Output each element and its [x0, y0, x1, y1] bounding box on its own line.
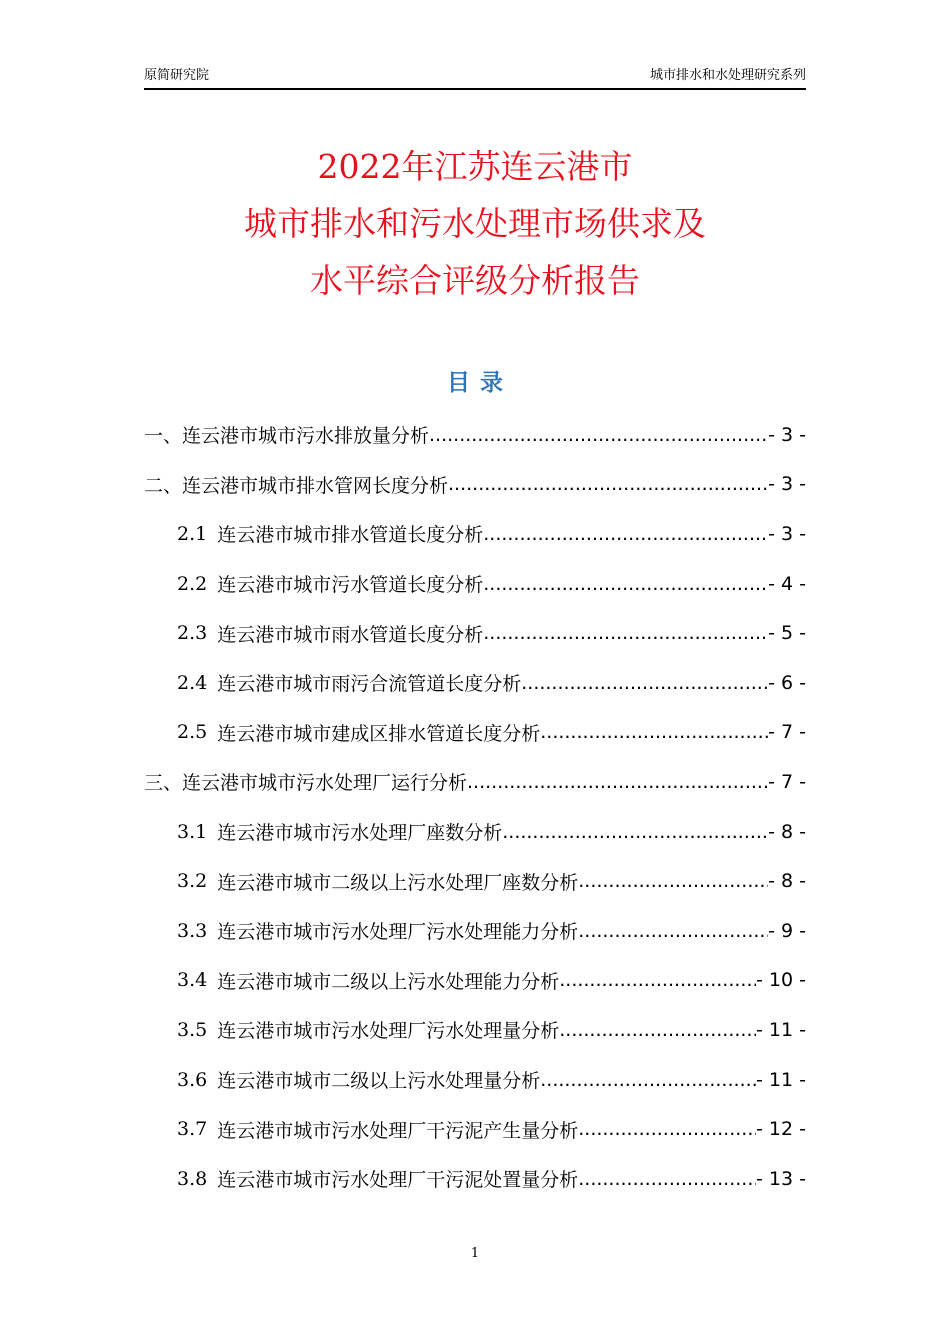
toc-entry-label: 连云港市城市排水管道长度分析	[217, 524, 484, 547]
toc-heading: 目录	[447, 370, 513, 396]
header-publisher: 原简研究院	[144, 68, 210, 83]
header-series: 城市排水和水处理研究系列	[649, 68, 806, 83]
toc-entry-page: - 11 -	[756, 1018, 806, 1041]
toc-dot-leader	[540, 1068, 756, 1092]
toc-entry-label: 连云港市城市雨水管道长度分析	[217, 623, 484, 646]
toc-entry-label: 二、连云港市城市排水管网长度分析	[144, 474, 449, 497]
toc-entry-number: 3.5	[177, 1018, 208, 1041]
toc-dot-leader	[483, 522, 768, 546]
title-line-3: 水平综合评级分析报告	[310, 261, 640, 300]
toc-entry-page: - 12 -	[756, 1118, 806, 1141]
toc-entry[interactable]	[144, 906, 806, 956]
toc-entry-number: 2.5	[177, 721, 208, 744]
toc-entry-page: - 7 -	[768, 770, 806, 793]
toc-entry-number: 3.2	[177, 870, 208, 893]
toc-entry-number: 3.4	[177, 969, 208, 992]
toc-entry[interactable]	[144, 509, 806, 559]
toc-entry-number: 3.6	[177, 1068, 208, 1091]
toc-entry-page: - 8 -	[768, 820, 806, 843]
toc-entry[interactable]	[144, 658, 806, 708]
toc-entry[interactable]	[144, 1005, 806, 1055]
toc-entry-label: 连云港市城市污水处理厂座数分析	[217, 822, 503, 845]
toc-entry[interactable]	[144, 856, 806, 906]
toc-entry-page: - 13 -	[756, 1167, 806, 1190]
toc-entry-number: 2.3	[177, 622, 208, 645]
toc-entry-page: - 8 -	[768, 870, 806, 893]
report-title	[0, 138, 950, 309]
toc-entry-label: 连云港市城市污水处理厂污水处理能力分析	[217, 921, 579, 944]
table-of-contents	[144, 410, 806, 1204]
toc-entry-page: - 9 -	[768, 919, 806, 942]
toc-entry-label: 连云港市城市二级以上污水处理厂座数分析	[217, 871, 579, 894]
toc-entry-page: - 3 -	[768, 473, 806, 496]
toc-entry[interactable]	[144, 807, 806, 857]
toc-entry[interactable]	[144, 1154, 806, 1204]
title-line-1: 2022年江苏连云港市	[317, 147, 633, 186]
toc-entry-page: - 4 -	[768, 572, 806, 595]
toc-dot-leader	[578, 869, 768, 893]
toc-dot-leader	[559, 1018, 756, 1042]
toc-entry-label: 一、连云港市城市污水排放量分析	[144, 425, 430, 448]
toc-entry-label: 连云港市城市污水处理厂干污泥产生量分析	[217, 1119, 579, 1142]
toc-dot-leader	[467, 770, 768, 794]
toc-entry[interactable]	[144, 956, 806, 1006]
toc-entry-label: 连云港市城市污水处理厂污水处理量分析	[217, 1020, 560, 1043]
toc-entry-label: 连云港市城市污水管道长度分析	[217, 574, 484, 597]
toc-dot-leader	[521, 671, 768, 695]
toc-dot-leader	[559, 968, 756, 992]
toc-entry[interactable]	[144, 608, 806, 658]
toc-entry-page: - 10 -	[756, 969, 806, 992]
toc-dot-leader	[540, 720, 768, 744]
toc-entry-label: 三、连云港市城市污水处理厂运行分析	[144, 772, 468, 795]
toc-dot-leader	[578, 919, 768, 943]
toc-entry-page: - 6 -	[768, 671, 806, 694]
toc-entry-number: 2.1	[177, 522, 208, 545]
toc-entry-label: 连云港市城市二级以上污水处理能力分析	[217, 970, 560, 993]
toc-entry[interactable]	[144, 1055, 806, 1105]
toc-entry-label: 连云港市城市二级以上污水处理量分析	[217, 1070, 541, 1093]
toc-dot-leader	[578, 1167, 756, 1191]
toc-entry[interactable]	[144, 708, 806, 758]
toc-entry-number: 2.2	[177, 572, 208, 595]
toc-entry-label: 连云港市城市污水处理厂干污泥处置量分析	[217, 1169, 579, 1192]
toc-entry[interactable]	[144, 410, 806, 460]
toc-entry-page: - 11 -	[756, 1068, 806, 1091]
toc-entry[interactable]	[144, 559, 806, 609]
toc-dot-leader	[429, 423, 768, 447]
toc-entry-label: 连云港市城市建成区排水管道长度分析	[217, 722, 541, 745]
title-line-2: 城市排水和污水处理市场供求及	[244, 204, 706, 243]
toc-entry[interactable]	[144, 460, 806, 510]
toc-entry[interactable]	[144, 1104, 806, 1154]
toc-entry[interactable]	[144, 757, 806, 807]
toc-entry-page: - 5 -	[768, 622, 806, 645]
page-header	[144, 66, 806, 90]
page-number: 1	[470, 1246, 480, 1261]
toc-entry-number: 3.7	[177, 1118, 208, 1141]
toc-dot-leader	[502, 820, 768, 844]
toc-entry-page: - 3 -	[768, 522, 806, 545]
toc-entry-number: 3.8	[177, 1167, 208, 1190]
toc-dot-leader	[578, 1117, 756, 1141]
toc-dot-leader	[483, 572, 768, 596]
toc-dot-leader	[483, 621, 768, 645]
toc-entry-number: 3.1	[177, 820, 208, 843]
toc-dot-leader	[448, 472, 768, 496]
toc-entry-number: 2.4	[177, 671, 208, 694]
toc-entry-number: 3.3	[177, 919, 208, 942]
toc-entry-page: - 7 -	[768, 721, 806, 744]
toc-entry-label: 连云港市城市雨污合流管道长度分析	[217, 673, 522, 696]
toc-entry-page: - 3 -	[768, 423, 806, 446]
